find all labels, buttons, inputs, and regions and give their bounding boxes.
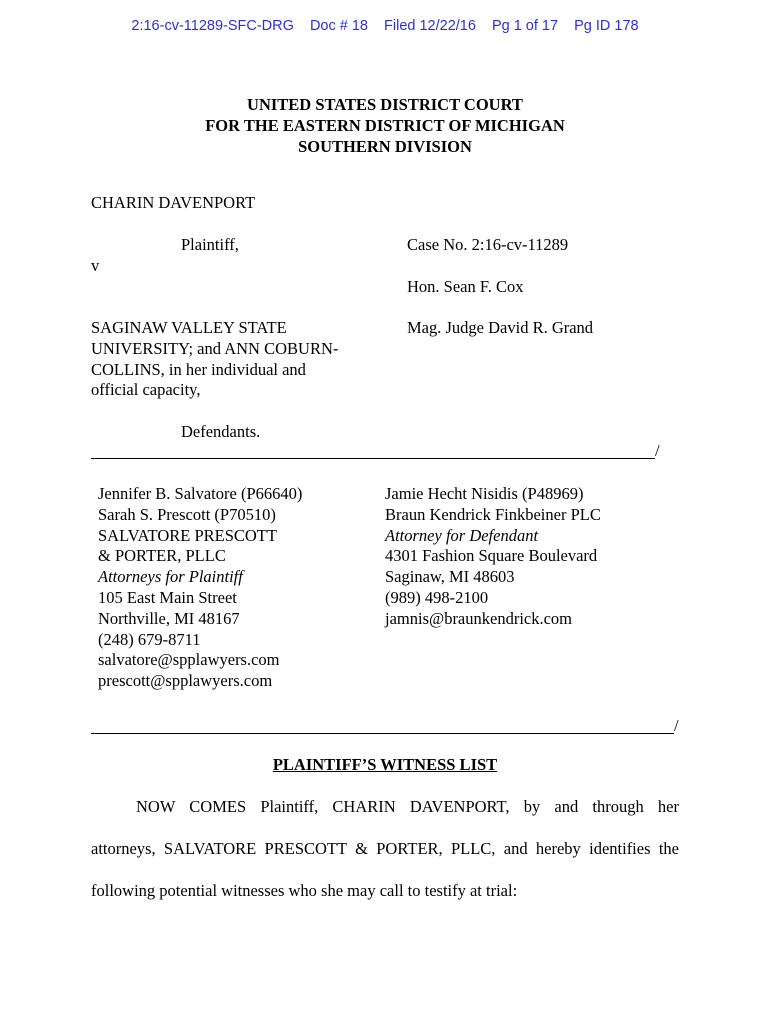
paragraph-line: following potential witnesses who she may call to testify at trial:	[91, 881, 518, 900]
counsel-line: Braun Kendrick Finkbeiner PLC	[385, 504, 601, 524]
defendant-line: SAGINAW VALLEY STATE	[91, 318, 287, 337]
case-number: Case No. 2:16-cv-11289	[407, 235, 569, 254]
stamp-case-number: 2:16-cv-11289-SFC-DRG	[131, 18, 294, 34]
counsel-divider	[91, 733, 674, 734]
counsel-address-line: Northville, MI 48167	[98, 608, 240, 628]
plaintiff-name: CHARIN DAVENPORT	[91, 193, 256, 212]
stamp-page-id: Pg ID 178	[574, 18, 639, 34]
counsel-address-line: Saginaw, MI 48603	[385, 567, 515, 587]
versus-label: v	[91, 256, 100, 275]
plaintiff-role: Plaintiff,	[181, 235, 239, 254]
defendant-line: UNIVERSITY; and ANN COBURN-	[91, 338, 339, 358]
counsel-line: Sarah S. Prescott (P70510)	[98, 504, 276, 524]
stamp-filed-date: Filed 12/22/16	[384, 18, 476, 34]
counsel-line: Jamie Hecht Nisidis (P48969)	[385, 484, 584, 503]
magistrate-judge-name: Mag. Judge David R. Grand	[407, 318, 594, 337]
court-division: SOUTHERN DIVISION	[298, 137, 472, 156]
court-district: FOR THE EASTERN DISTRICT OF MICHIGAN	[205, 116, 565, 135]
counsel-divider-slash: /	[674, 716, 679, 735]
stamp-doc-number: Doc # 18	[309, 18, 368, 34]
defendant-names	[91, 318, 338, 401]
defendant-line: official capacity,	[91, 380, 201, 400]
counsel-role: Attorneys for Plaintiff	[98, 567, 243, 587]
filing-stamp	[0, 18, 770, 34]
stamp-page-count: Pg 1 of 17	[491, 18, 559, 34]
counsel-email: prescott@spplawyers.com	[98, 671, 273, 691]
plaintiff-counsel	[98, 484, 302, 692]
court-name: UNITED STATES DISTRICT COURT	[247, 95, 523, 114]
counsel-address-line: 4301 Fashion Square Boulevard	[385, 546, 598, 566]
caption-divider-slash: /	[655, 441, 660, 460]
counsel-role: Attorney for Defendant	[385, 525, 539, 545]
paragraph-line: attorneys, SALVATORE PRESCOTT & PORTER, PLLC, and hereby identifies the	[91, 839, 679, 858]
counsel-email: jamnis@braunkendrick.com	[385, 608, 573, 628]
counsel-email: salvatore@spplawyers.com	[98, 650, 280, 670]
counsel-line: SALVATORE PRESCOTT	[98, 525, 277, 545]
court-heading	[0, 94, 770, 157]
paragraph-line: NOW COMES Plaintiff, CHARIN DAVENPORT, by and through her	[136, 797, 679, 816]
counsel-address-line: 105 East Main Street	[98, 587, 237, 607]
counsel-line: & PORTER, PLLC	[98, 546, 226, 566]
defendant-counsel	[385, 484, 601, 630]
defendant-line: COLLINS, in her individual and	[91, 359, 306, 379]
caption-divider	[91, 458, 655, 459]
judge-name: Hon. Sean F. Cox	[407, 277, 524, 296]
counsel-line: Jennifer B. Salvatore (P66640)	[98, 484, 303, 503]
document-title: PLAINTIFF’S WITNESS LIST	[272, 755, 498, 774]
counsel-phone: (989) 498-2100	[385, 587, 489, 607]
counsel-phone: (248) 679-8711	[98, 629, 201, 649]
defendant-role: Defendants.	[181, 422, 261, 441]
